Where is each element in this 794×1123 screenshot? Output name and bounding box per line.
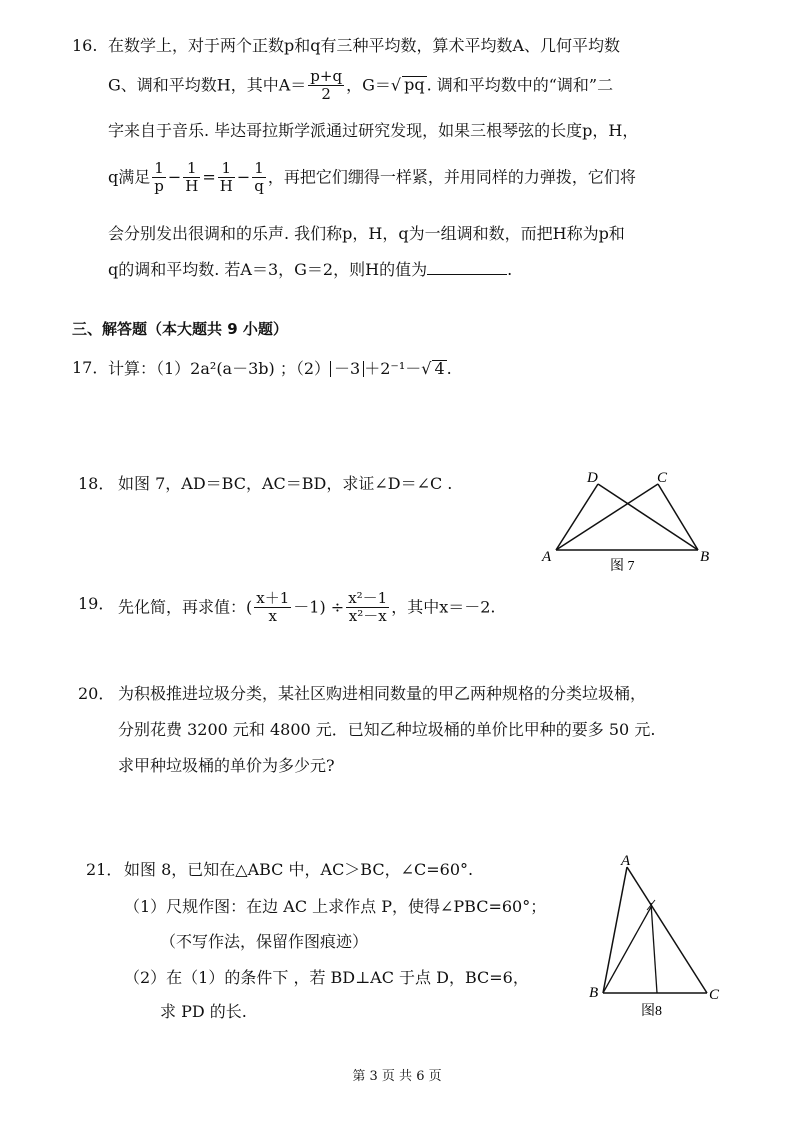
q16-line-2a: G、调和平均数H，其中A＝ — [108, 75, 307, 95]
point-C-label: C — [657, 470, 668, 486]
sqrt-4: 4 — [434, 359, 445, 378]
section-heading: 三、解答题（本大题共 9 小题） — [72, 320, 288, 338]
q16-line-5: 会分别发出很调和的乐声. 我们称p，H，q为一组调和数，而把H称为p和 — [108, 224, 625, 243]
segment-CB — [658, 484, 698, 550]
fraction-numerator: x＋1 — [256, 589, 290, 607]
point-A-label: A — [542, 549, 552, 565]
q19-number: 19． — [78, 594, 115, 613]
q21-line-5: 求 PD 的长. — [160, 1002, 247, 1021]
fraction-numerator: 1 — [183, 160, 200, 178]
fraction-denominator: 2 — [321, 85, 331, 104]
q18-text: 如图 7，AD＝BC，AC＝BD，求证∠D＝∠C . — [118, 474, 453, 493]
figure-8 — [585, 855, 735, 1025]
fraction-1-over-q — [252, 160, 266, 196]
q17-text — [108, 360, 452, 377]
q21-line-1: 如图 8，已知在△ABC 中，AC＞BC，∠C=60°. — [124, 860, 474, 879]
sqrt-pq: pq — [404, 75, 425, 95]
point-B-label: B — [589, 985, 599, 1001]
segment-AC — [556, 484, 658, 550]
q17-part-b: ＋2⁻¹－ — [364, 359, 422, 378]
perpendicular-line — [651, 903, 657, 993]
q21-number: 21． — [86, 860, 123, 879]
q16-line-6-end: . — [507, 260, 513, 279]
page-footer: 第 3 页 共 6 页 — [352, 1069, 442, 1084]
sqrt-symbol: √ — [390, 75, 402, 95]
point-A-label: A — [621, 855, 631, 869]
figure-7 — [540, 468, 720, 578]
q16-number: 16. — [72, 36, 98, 55]
fraction-1-over-H — [183, 160, 200, 196]
q16-line-4a: q满足 — [108, 167, 151, 187]
q17-end: . — [446, 359, 452, 378]
answer-blank[interactable] — [427, 260, 507, 275]
q17-number: 17． — [72, 358, 109, 377]
fraction-denominator: H — [219, 177, 233, 196]
q21-line-4: （2）在（1）的条件下 ，若 BD⊥AC 于点 D，BC=6， — [124, 968, 529, 987]
q21-line-2: （1）尺规作图：在边 AC 上求作点 P，使得∠PBC=60°； — [124, 897, 547, 916]
fraction-x-plus-1-over-x — [254, 590, 291, 626]
fraction-1-over-p — [152, 160, 166, 196]
q19-part-b: －1) ÷ — [293, 597, 345, 617]
fraction-denominator: H — [185, 177, 199, 196]
fraction-1-over-H-2 — [218, 160, 235, 196]
segment-AC — [627, 867, 707, 993]
q21-line-3: （不写作法，保留作图痕迹） — [160, 932, 369, 951]
fraction-numerator: x²－1 — [348, 589, 388, 607]
fraction-numerator: 1 — [218, 160, 235, 178]
fraction-numerator: 1 — [252, 160, 266, 178]
absolute-value: －3 — [330, 361, 364, 377]
q17-part-a: 计算：（1）2a²(a－3b) ；（2） — [108, 359, 331, 378]
segment-DB — [598, 484, 698, 550]
q19-part-a: 先化简，再求值：( — [118, 597, 253, 617]
sqrt-symbol: √ — [421, 359, 432, 378]
q16-line-4b: ，再把它们绷得一样紧，并用同样的力弹拨，它们将 — [267, 167, 636, 187]
q16-line-6 — [108, 260, 512, 278]
q16-line-4: q满足 $\frac{1}{p}$ − $\frac{1}{H}$ = $\frac{1}{H}$ − $\frac{1}{q}$ ，再把它们绷得一样紧，并用同样的力弹拨，它们将 — [108, 159, 636, 196]
q16-line-2b: ，G＝ — [346, 75, 391, 95]
q19-text — [118, 590, 496, 626]
figure-7-caption: 图 7 — [610, 559, 635, 574]
fraction-numerator: 1 — [152, 160, 166, 178]
q16-line-2c: . 调和平均数中的“调和”二 — [426, 75, 614, 95]
q20-number: 20． — [78, 684, 115, 703]
q20-line-3: 求甲种垃圾桶的单价为多少元? — [118, 756, 335, 775]
q19-part-c: ，其中x＝－2. — [391, 597, 496, 617]
segment-AD — [556, 484, 598, 550]
segment-AB — [603, 867, 627, 993]
point-D-label: D — [587, 470, 598, 486]
fraction-denominator: x — [268, 607, 277, 626]
q16-line-3: 字来自于音乐. 毕达哥拉斯学派通过研究发现，如果三根琴弦的长度p，H， — [108, 121, 639, 140]
point-C-label: C — [709, 987, 720, 1003]
fraction-denominator: x²－x — [348, 607, 387, 626]
fraction-numerator: p+q — [310, 67, 343, 85]
fraction-x2-minus-1-over-x2-minus-x — [346, 590, 389, 626]
q18-number: 18． — [78, 474, 115, 493]
point-B-label: B — [700, 549, 710, 565]
segment-BP — [603, 907, 651, 993]
q20-line-2: 分别花费 3200 元和 4800 元．已知乙种垃圾桶的单价比甲种的要多 50 元. — [118, 720, 656, 739]
formula-A — [308, 68, 344, 104]
q16-line-2 — [108, 68, 613, 104]
q16-line-6-text: q的调和平均数. 若A＝3，G＝2，则H的值为 — [108, 260, 428, 279]
fraction-denominator: p — [154, 177, 164, 196]
fraction-denominator: q — [254, 177, 264, 196]
q20-line-1: 为积极推进垃圾分类，某社区购进相同数量的甲乙两种规格的分类垃圾桶， — [118, 684, 647, 703]
q16-line-1: 在数学上，对于两个正数p和q有三种平均数，算术平均数A、几何平均数 — [108, 36, 621, 55]
figure-8-caption: 图8 — [641, 1004, 662, 1019]
